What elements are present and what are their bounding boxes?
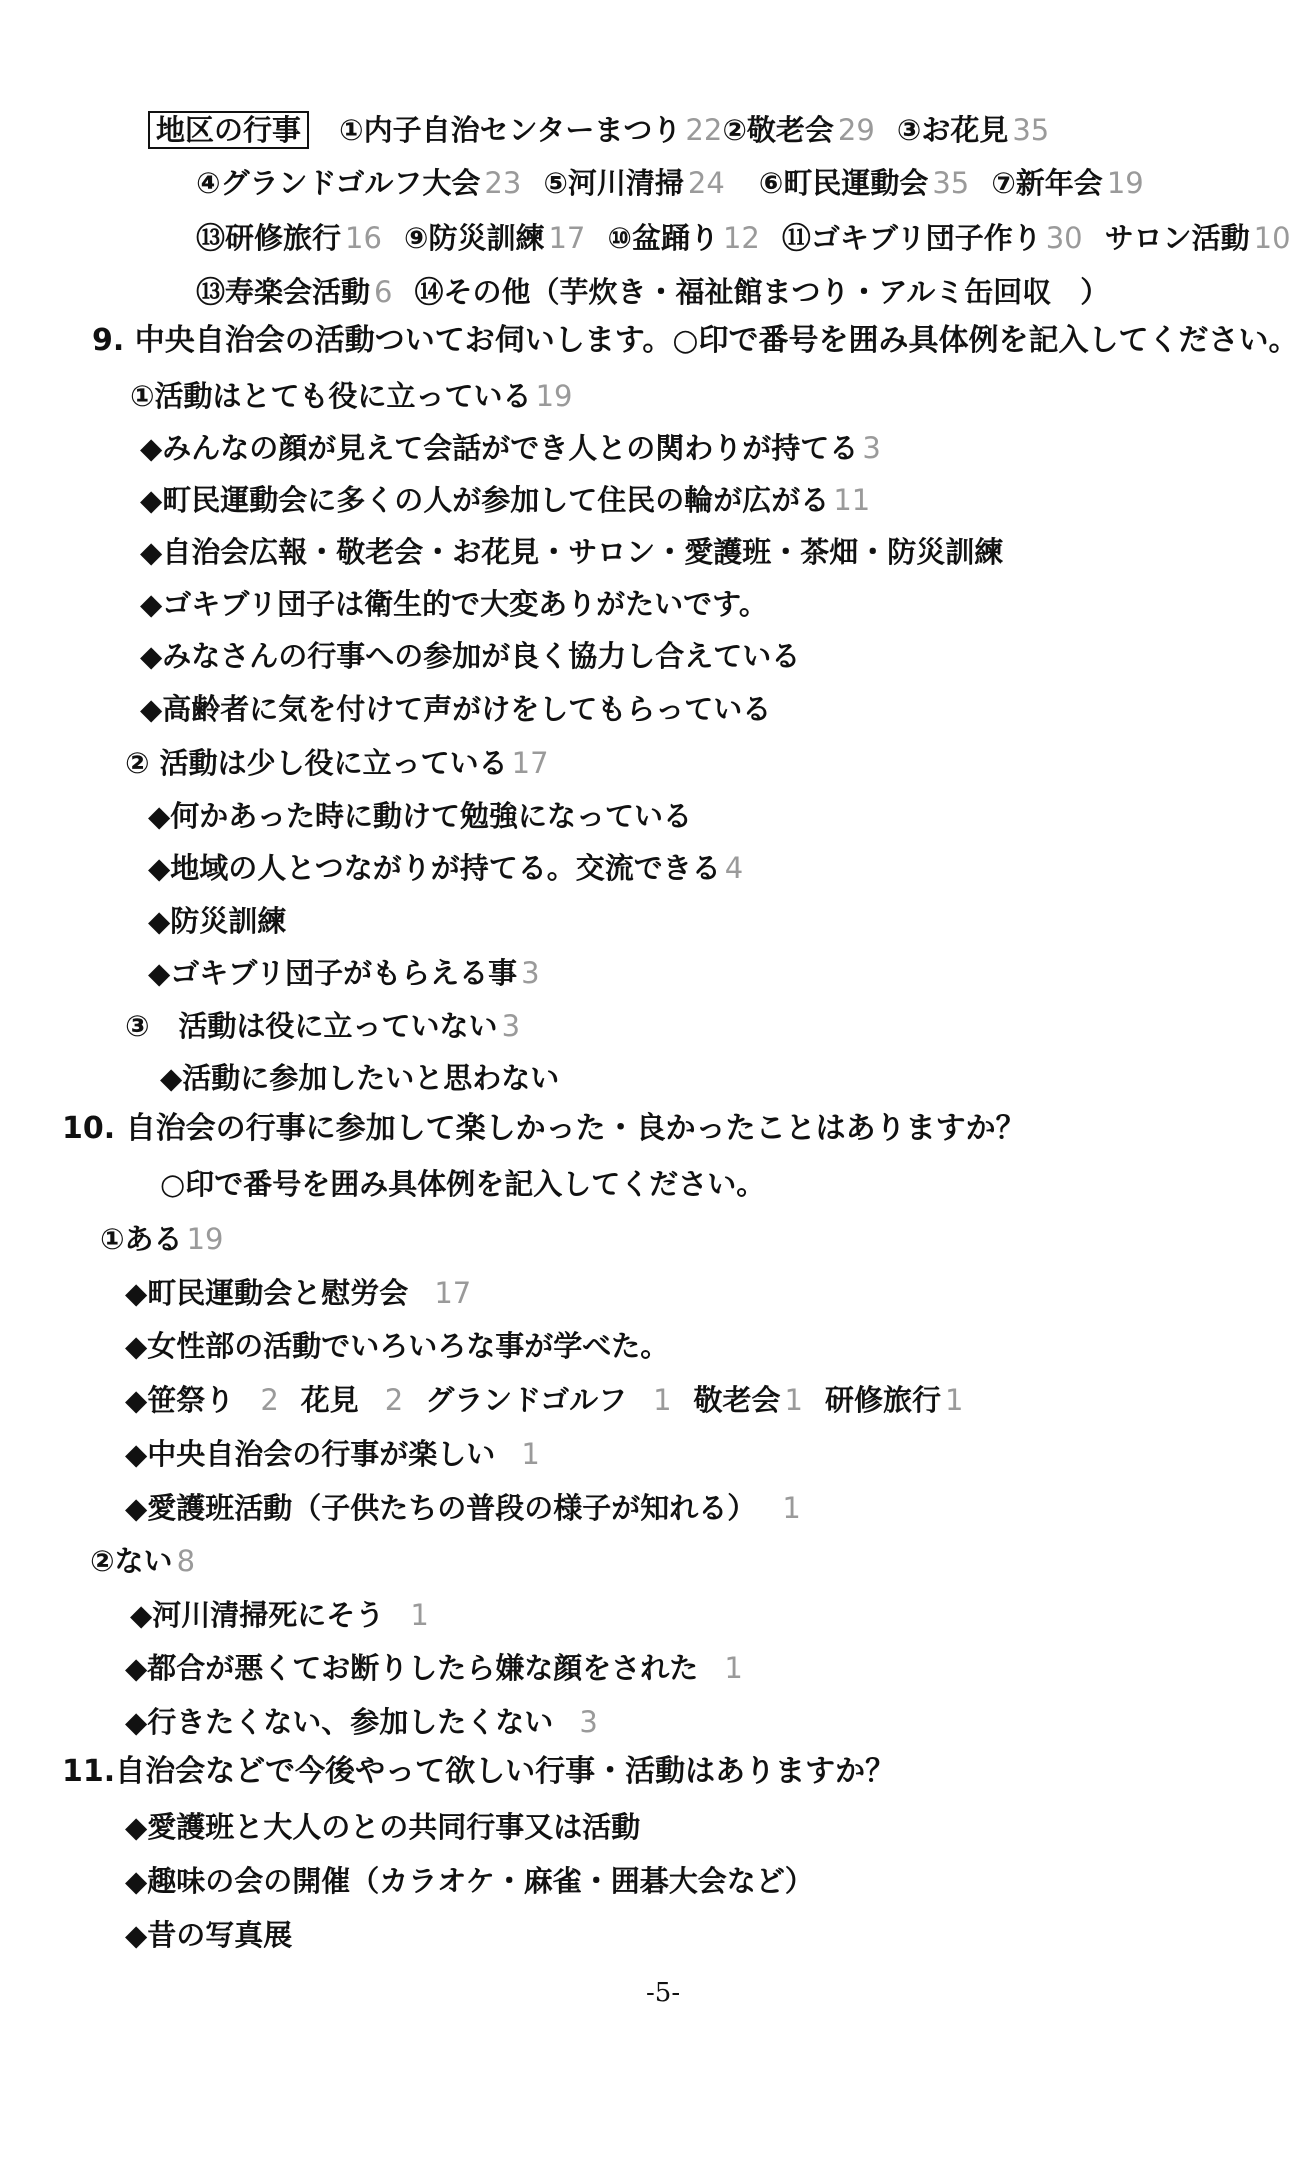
q10-opt1-item — [125, 1436, 540, 1472]
text-segment: ◆笹祭り — [125, 1383, 235, 1417]
text-segment: 研修旅行 — [825, 1383, 942, 1417]
count-value: 8 — [176, 1544, 196, 1578]
text-segment: ⑬寿楽会活動 — [196, 275, 371, 309]
text-segment: ⑦新年会 — [991, 166, 1103, 200]
q9-option-1 — [130, 378, 572, 414]
text-segment: ◆町民運動会と慰労会 — [125, 1276, 409, 1310]
count-value: 12 — [722, 221, 760, 255]
text-segment: ⑩盆踊り — [607, 221, 719, 255]
count-value: 1 — [945, 1383, 964, 1417]
count-value: 19 — [186, 1222, 224, 1256]
count-value: 1 — [653, 1383, 672, 1417]
q9-opt3-item — [160, 1060, 559, 1096]
q10-opt1-item — [125, 1328, 669, 1364]
text-segment: ⑤河川清掃 — [543, 166, 684, 200]
q9-opt1-item — [140, 430, 881, 466]
count-value: 3 — [521, 956, 540, 990]
q10-opt2-item — [125, 1650, 743, 1686]
page-number: -5- — [646, 1978, 681, 2008]
text-segment: サロン活動 — [1104, 221, 1250, 255]
q9-opt2-item — [148, 798, 692, 834]
text-segment: ⑬研修旅行 — [196, 221, 342, 255]
text-segment: ◆地域の人とつながりが持てる。交流できる — [148, 851, 721, 885]
text-segment: ④グランドゴルフ大会 — [196, 166, 481, 200]
count-value: 3 — [862, 431, 881, 465]
q9-title: 9. 中央自治会の活動ついてお伺いします。○印で番号を囲み具体例を記入してください。 — [92, 323, 1299, 358]
text-segment: ◆防災訓練 — [148, 904, 287, 938]
text-segment: ◆ゴキブリ団子がもらえる事 — [148, 956, 518, 990]
text-segment: ⑥町民運動会 — [758, 166, 929, 200]
q10-title: 10. 自治会の行事に参加して楽しかった・良かったことはありますか？ — [62, 1111, 1026, 1146]
count-value: 1 — [521, 1437, 540, 1471]
events-row-4 — [196, 274, 1109, 310]
count-value: 1 — [410, 1598, 429, 1632]
count-value: 17 — [548, 221, 586, 255]
text-segment: ⑨防災訓練 — [403, 221, 545, 255]
count-value: 17 — [511, 746, 549, 780]
text-segment: ③ 活動は役に立っていない — [125, 1009, 498, 1043]
q11-title: 11.自治会などで今後やって欲しい行事・活動はありますか？ — [62, 1754, 896, 1789]
q9-opt1-item — [140, 638, 800, 674]
count-value: 6 — [374, 275, 393, 309]
count-value: 2 — [384, 1383, 404, 1417]
text-segment: ①ある — [100, 1222, 183, 1256]
text-segment: ◆自治会広報・敬老会・お花見・サロン・愛護班・茶畑・防災訓練 — [140, 535, 1004, 569]
count-value: 16 — [345, 221, 382, 255]
count-value: 1 — [782, 1491, 801, 1525]
text-segment: ◆高齢者に気を付けて声がけをしてもらっている — [140, 692, 772, 726]
text-segment: ◆行きたくない、参加したくない — [125, 1705, 554, 1739]
count-value: 35 — [932, 166, 970, 200]
q9-opt2-item — [148, 903, 286, 939]
text-segment: ② 活動は少し役に立っている — [125, 746, 508, 780]
q11-item: ◆趣味の会の開催（カラオケ・麻雀・囲碁大会など） — [125, 1864, 814, 1898]
q10-opt1-item — [125, 1490, 801, 1526]
events-row-2 — [196, 165, 1144, 201]
q9-opt1-item — [140, 691, 771, 727]
count-value: 24 — [687, 166, 725, 200]
text-segment: ◆何かあった時に動けて勉強になっている — [148, 799, 693, 833]
q9-opt1-item — [140, 586, 768, 622]
text-segment: 敬老会 — [693, 1383, 781, 1417]
text-segment: ◆中央自治会の行事が楽しい — [125, 1437, 496, 1471]
q10-option-1 — [100, 1221, 223, 1257]
q9-opt2-item — [148, 955, 540, 991]
text-segment: ②ない — [90, 1544, 173, 1578]
count-value: 17 — [434, 1276, 472, 1310]
text-segment: ◆町民運動会に多くの人が参加して住民の輪が広がる — [140, 483, 830, 517]
text-segment: ◆女性部の活動でいろいろな事が学べた。 — [125, 1329, 670, 1363]
count-value: 3 — [579, 1705, 598, 1739]
q10-opt1-mixed-item — [125, 1382, 963, 1418]
count-value: 29 — [837, 113, 875, 147]
events-heading: 地区の行事 — [148, 111, 309, 149]
count-value: 22 — [685, 113, 723, 147]
text-segment: 花見 — [300, 1383, 359, 1417]
text-segment: ◆ゴキブリ団子は衛生的で大変ありがたいです。 — [140, 587, 768, 621]
q10-opt2-item — [125, 1704, 598, 1740]
count-value: 1 — [724, 1651, 743, 1685]
q9-opt1-item — [140, 534, 1003, 570]
events-row-3 — [196, 220, 1291, 256]
count-value: 4 — [724, 851, 744, 885]
count-value: 35 — [1012, 113, 1050, 147]
count-value: 19 — [1106, 166, 1144, 200]
events-row-1 — [148, 112, 1049, 148]
text-segment: ◆活動に参加したいと思わない — [160, 1061, 560, 1095]
text-segment: ◆みんなの顔が見えて会話ができ人との関わりが持てる — [140, 431, 859, 465]
text-segment: ③お花見 — [896, 113, 1009, 147]
text-segment: ②敬老会 — [722, 113, 834, 147]
q9-option-2 — [125, 745, 549, 781]
text-segment: ⑪ゴキブリ団子作り — [781, 221, 1042, 255]
count-value: 2 — [260, 1383, 279, 1417]
count-value: 10 — [1253, 221, 1291, 255]
text-segment: ◆河川清掃死にそう — [130, 1598, 385, 1632]
text-segment: ⑭その他（芋炊き・福祉館まつり・アルミ缶回収 ） — [414, 275, 1110, 309]
q9-option-3 — [125, 1008, 520, 1044]
count-value: 1 — [784, 1383, 803, 1417]
text-segment: ◆都合が悪くてお断りしたら嫌な顔をされた — [125, 1651, 699, 1685]
q9-opt2-item — [148, 850, 743, 886]
count-value: 11 — [833, 483, 871, 517]
q11-item: ◆愛護班と大人のとの共同行事又は活動 — [125, 1810, 641, 1844]
text-segment: ◆みなさんの行事への参加が良く協力し合えている — [140, 639, 801, 673]
text-segment: ◆愛護班活動（子供たちの普段の様子が知れる） — [125, 1491, 757, 1525]
text-segment: ①内子自治センターまつり — [339, 113, 682, 147]
count-value: 30 — [1045, 221, 1083, 255]
q10-opt2-item — [130, 1597, 429, 1633]
text-segment: グランドゴルフ — [425, 1383, 628, 1417]
text-segment: ①活動はとても役に立っている — [130, 379, 532, 413]
q11-item: ◆昔の写真展 — [125, 1918, 293, 1952]
q9-opt1-item — [140, 482, 870, 518]
q10-option-2 — [90, 1543, 195, 1579]
count-value: 3 — [501, 1009, 521, 1043]
count-value: 19 — [535, 379, 573, 413]
count-value: 23 — [484, 166, 522, 200]
q10-subtitle: ○印で番号を囲み具体例を記入してください。 — [160, 1167, 766, 1201]
q10-opt1-item — [125, 1275, 471, 1311]
